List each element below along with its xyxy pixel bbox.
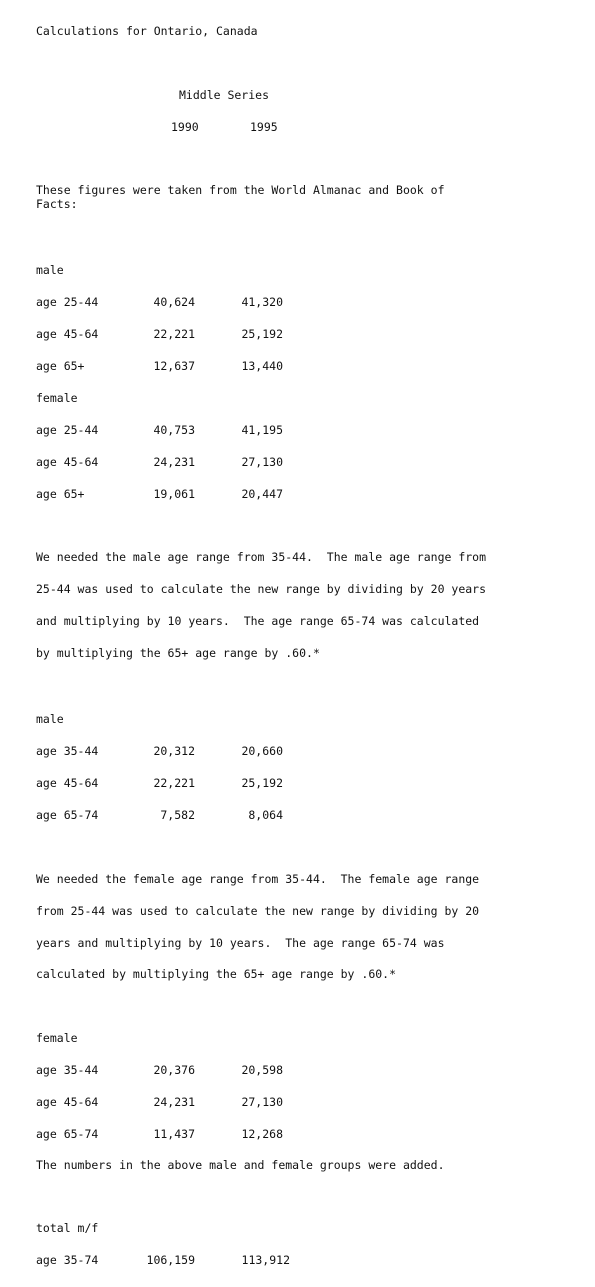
value-1990: 20,376 <box>153 1063 195 1077</box>
year-1990-heading: 1990 <box>171 120 199 134</box>
value-1995: 41,320 <box>241 295 283 309</box>
total-label: total m/f <box>36 1221 99 1235</box>
row-label: age 25-44 <box>36 423 99 437</box>
male-paragraph-line-2: 25-44 was used to calculate the new range by dividing by 20 years <box>36 582 487 596</box>
female-calc-label: female <box>36 1031 78 1045</box>
row-label: age 25-44 <box>36 295 99 309</box>
intro-line-2: Facts: <box>36 197 78 211</box>
intro-line-1: These figures were taken from the World Almanac and Book of <box>36 183 445 197</box>
value-1990: 40,624 <box>153 295 195 309</box>
male-paragraph-line-3: and multiplying by 10 years. The age range 65-74 was calculated <box>36 614 480 628</box>
male-calc-label: male <box>36 712 64 726</box>
page-title: Calculations for Ontario, Canada <box>36 24 258 38</box>
row-label: age 35-44 <box>36 1063 99 1077</box>
female-paragraph-line-1: We needed the female age range from 35-44. The female age range <box>36 872 480 886</box>
male-paragraph-line-1: We needed the male age range from 35-44. The male age range from <box>36 550 487 564</box>
row-label: age 45-64 <box>36 327 99 341</box>
value-1995: 25,192 <box>241 776 283 790</box>
row-label: age 45-64 <box>36 1095 99 1109</box>
value-1990: 11,437 <box>153 1127 195 1141</box>
row-label: age 45-64 <box>36 776 99 790</box>
row-label: age 65-74 <box>36 1127 99 1141</box>
value-1995: 20,598 <box>241 1063 283 1077</box>
value-1995: 20,660 <box>241 744 283 758</box>
series-heading: Middle Series <box>179 88 270 102</box>
row-label: age 35-44 <box>36 744 99 758</box>
row-label: age 65+ <box>36 487 85 501</box>
value-1995: 12,268 <box>241 1127 283 1141</box>
row-label: age 65+ <box>36 359 85 373</box>
value-1990: 24,231 <box>153 1095 195 1109</box>
value-1990: 40,753 <box>153 423 195 437</box>
value-1990: 22,221 <box>153 776 195 790</box>
added-note: The numbers in the above male and female groups were added. <box>36 1158 445 1172</box>
value-1995: 41,195 <box>241 423 283 437</box>
row-label: age 65-74 <box>36 808 99 822</box>
source-male-label: male <box>36 263 64 277</box>
source-female-label: female <box>36 391 78 405</box>
value-1990: 22,221 <box>153 327 195 341</box>
value-1990: 20,312 <box>153 744 195 758</box>
female-paragraph-line-4: calculated by multiplying the 65+ age range by .60.* <box>36 967 397 981</box>
value-1995: 8,064 <box>248 808 283 822</box>
value-1990: 19,061 <box>153 487 195 501</box>
row-label: age 35-74 <box>36 1253 99 1267</box>
value-1990: 12,637 <box>153 359 195 373</box>
value-1990: 106,159 <box>146 1253 195 1267</box>
female-paragraph-line-3: years and multiplying by 10 years. The age range 65-74 was <box>36 936 445 950</box>
male-paragraph-line-4: by multiplying the 65+ age range by .60.* <box>36 646 320 660</box>
value-1995: 13,440 <box>241 359 283 373</box>
value-1995: 27,130 <box>241 1095 283 1109</box>
value-1995: 27,130 <box>241 455 283 469</box>
value-1995: 25,192 <box>241 327 283 341</box>
value-1990: 7,582 <box>160 808 195 822</box>
value-1995: 113,912 <box>241 1253 290 1267</box>
year-1995-heading: 1995 <box>250 120 278 134</box>
row-label: age 45-64 <box>36 455 99 469</box>
value-1995: 20,447 <box>241 487 283 501</box>
female-paragraph-line-2: from 25-44 was used to calculate the new range by dividing by 20 <box>36 904 480 918</box>
value-1990: 24,231 <box>153 455 195 469</box>
